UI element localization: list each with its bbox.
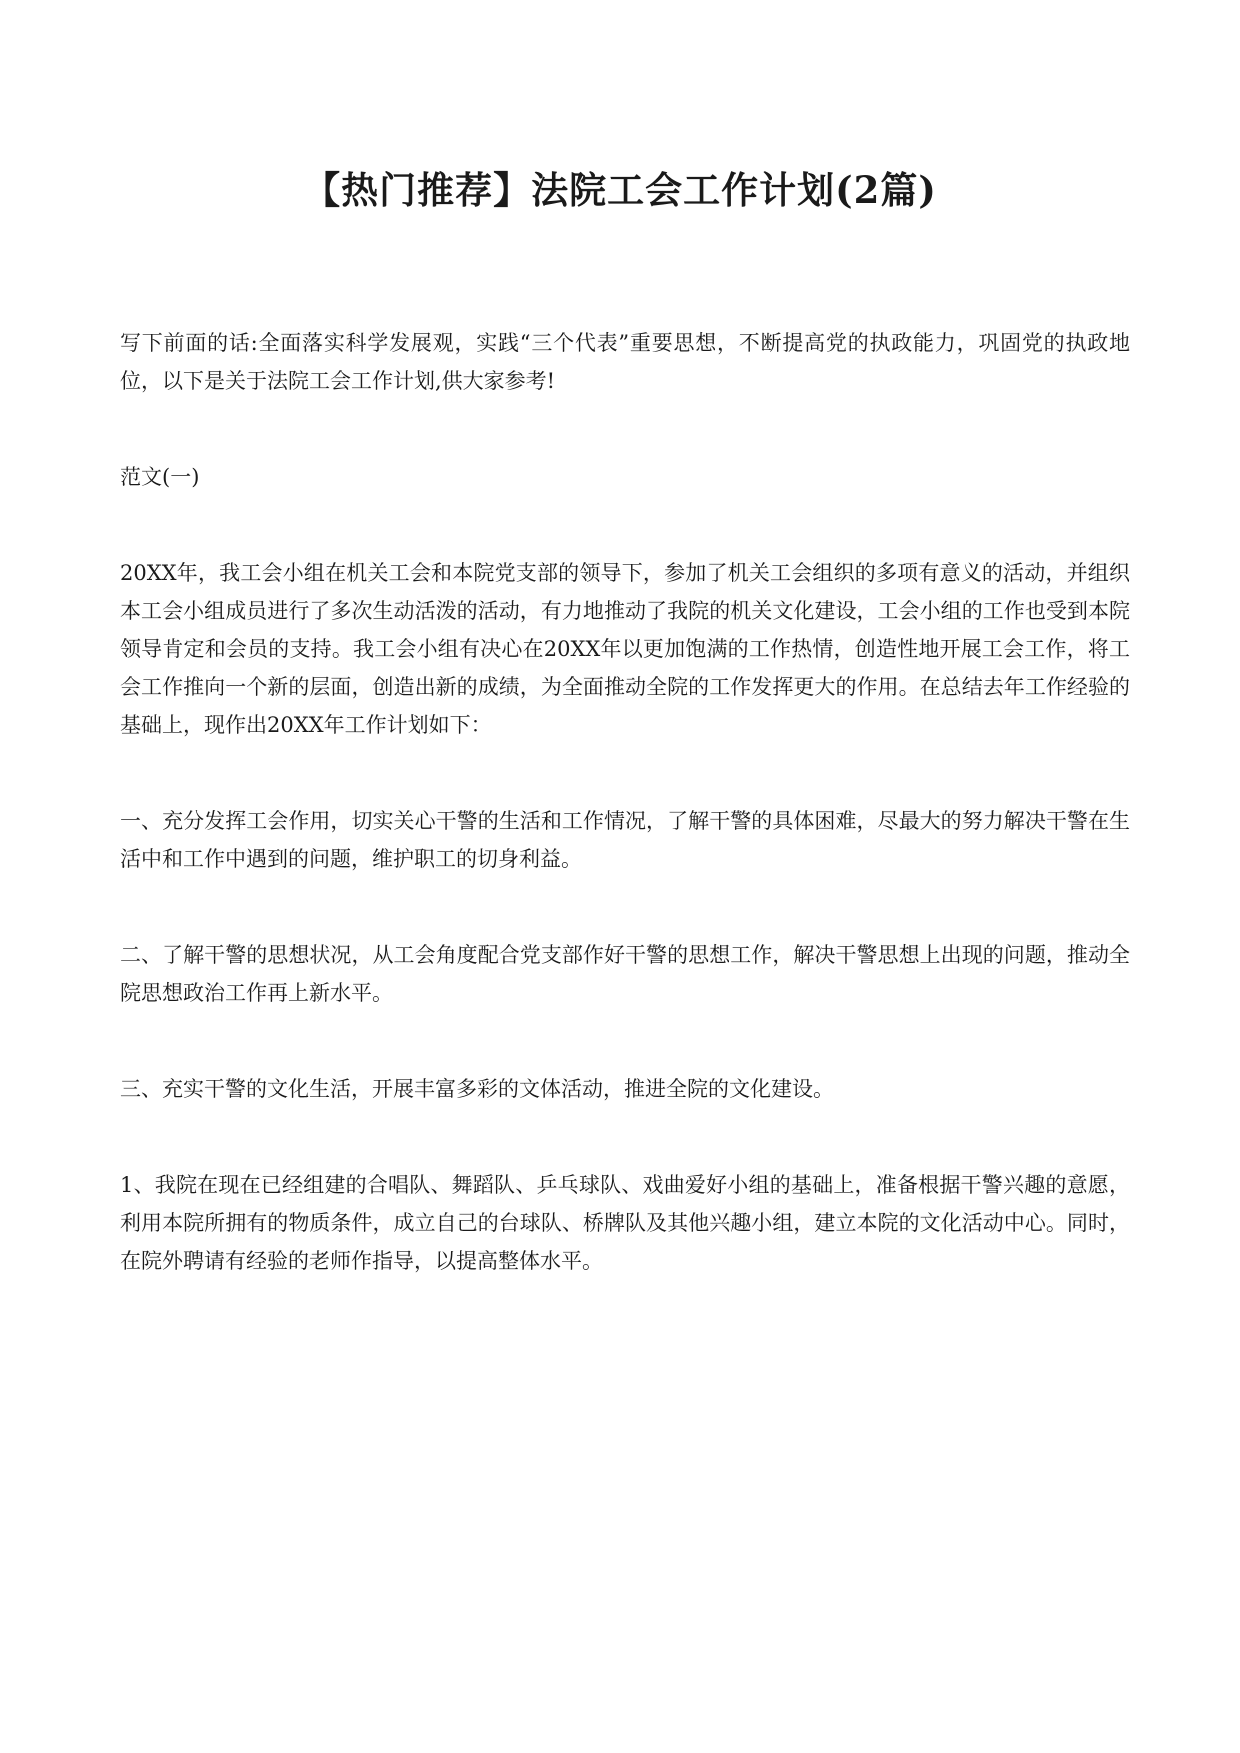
document-title: 【热门推荐】法院工会工作计划(2篇)	[303, 168, 937, 212]
plan-item-3: 三、充实干警的文化生活，开展丰富多彩的文体活动，推进全院的文化建设。	[120, 1077, 834, 1101]
paragraph-spacer	[120, 1012, 1130, 1070]
plan-item-2: 二、了解干警的思想状况，从工会角度配合党支部作好干警的思想工作，解决干警思想上出现的问题，推动全院思想政治工作再上新水平。	[120, 943, 1130, 1005]
body-paragraph: 20XX年，我工会小组在机关工会和本院党支部的领导下，参加了机关工会组织的多项有意义的活动，并组织本工会小组成员进行了多次生动活泼的活动，有力地推动了我院的机关文化建设，工会小组的工作也受到本院领导肯定和会员的支持。我工会小组有决心在20XX年以更加饱满的工作热情，创造性地开展工会工作，将工会工作推向一个新的层面，创造出新的成绩，为全面推动全院的工作发挥更大的作用。在总结去年工作经验的基础上，现作出20XX年工作计划如下：	[120, 561, 1130, 737]
paragraph-spacer	[120, 744, 1130, 802]
paragraph-spacer	[120, 878, 1130, 936]
section-heading: 范文(一)	[120, 465, 200, 489]
plan-item-1: 一、充分发挥工会作用，切实关心干警的生活和工作情况，了解干警的具体困难，尽最大的努力解决干警在生活中和工作中遇到的问题，维护职工的切身利益。	[120, 809, 1130, 871]
paragraph-spacer	[120, 496, 1130, 554]
plan-subitem-1: 1、我院在现在已经组建的合唱队、舞蹈队、乒乓球队、戏曲爱好小组的基础上，准备根据干警兴趣的意愿，利用本院所拥有的物质条件，成立自己的台球队、桥牌队及其他兴趣小组，建立本院的文化活动中心。同时，在院外聘请有经验的老师作指导，以提高整体水平。	[120, 1173, 1130, 1273]
document-body	[120, 324, 1130, 1280]
paragraph-spacer	[120, 400, 1130, 458]
paragraph-spacer	[120, 1108, 1130, 1166]
intro-paragraph: 写下前面的话:全面落实科学发展观，实践“三个代表”重要思想，不断提高党的执政能力，巩固党的执政地位，以下是关于法院工会工作计划,供大家参考!	[120, 331, 1130, 393]
